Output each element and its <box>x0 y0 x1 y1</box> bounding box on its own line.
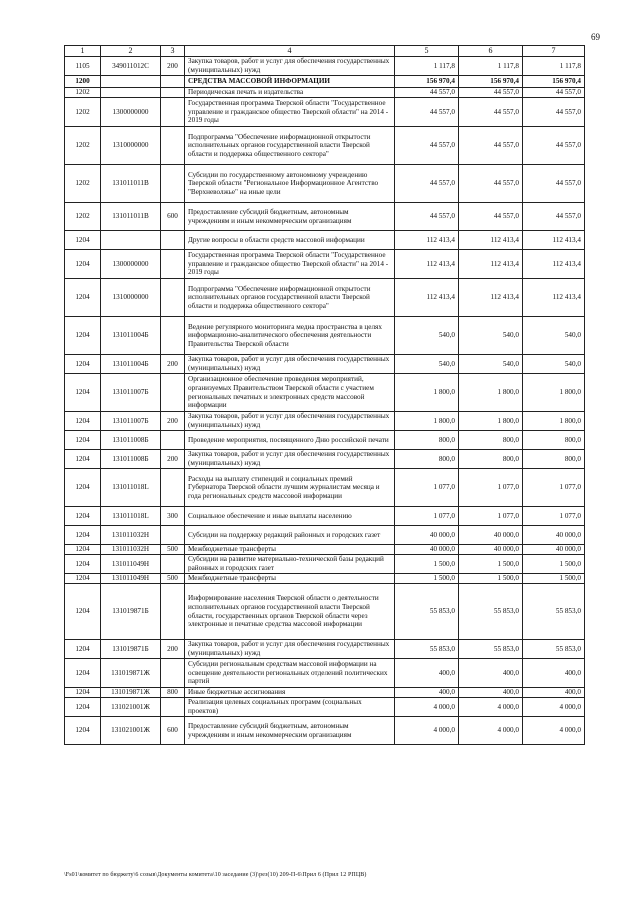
row-description-cell: Информирование населения Тверской области о деятельности исполнительных органов государственной власти Тверской области, государственных органов Тверской области через электронные и печатные средства массовой информации <box>185 584 395 640</box>
row-type-cell <box>161 469 185 507</box>
row-value-cell: 1 500,0 <box>459 555 523 574</box>
row-value-cell: 1 117,8 <box>395 57 459 76</box>
row-type-cell: 200 <box>161 412 185 431</box>
row-code-cell: 131011049Н <box>101 574 161 584</box>
row-value-cell: 44 557,0 <box>523 88 585 98</box>
row-section-cell: 1204 <box>65 688 101 698</box>
row-type-cell <box>161 88 185 98</box>
row-value-cell: 112 413,4 <box>395 250 459 279</box>
row-type-cell <box>161 584 185 640</box>
row-value-cell: 400,0 <box>395 688 459 698</box>
row-section-cell: 1204 <box>65 374 101 412</box>
row-value-cell: 400,0 <box>459 688 523 698</box>
row-value-cell: 55 853,0 <box>395 584 459 640</box>
row-section-cell: 1204 <box>65 355 101 374</box>
table-row <box>65 640 585 659</box>
header-cell: 1 <box>65 46 101 57</box>
row-value-cell: 4 000,0 <box>459 698 523 717</box>
table-row <box>65 659 585 688</box>
row-code-cell: 131021001Ж <box>101 698 161 717</box>
table-row <box>65 431 585 450</box>
row-value-cell: 44 557,0 <box>459 88 523 98</box>
row-value-cell: 55 853,0 <box>523 640 585 659</box>
row-value-cell: 1 800,0 <box>459 374 523 412</box>
row-value-cell: 44 557,0 <box>523 165 585 203</box>
row-type-cell <box>161 279 185 317</box>
page-number: 69 <box>591 32 600 42</box>
row-section-cell: 1204 <box>65 640 101 659</box>
row-section-cell: 1202 <box>65 203 101 231</box>
row-type-cell <box>161 555 185 574</box>
row-value-cell: 540,0 <box>523 317 585 355</box>
table-row <box>65 526 585 545</box>
row-type-cell: 200 <box>161 355 185 374</box>
table-row <box>65 584 585 640</box>
row-section-cell: 1105 <box>65 57 101 76</box>
row-description-cell: Субсидии региональным средствам массовой информации на освещение деятельности региональных отделений политических партий <box>185 659 395 688</box>
row-code-cell: 131021001Ж <box>101 717 161 745</box>
row-value-cell: 1 500,0 <box>395 574 459 584</box>
row-code-cell: 131011004Б <box>101 355 161 374</box>
row-description-cell: Другие вопросы в области средств массовой информации <box>185 231 395 250</box>
row-code-cell: 131011004Б <box>101 317 161 355</box>
row-type-cell: 500 <box>161 545 185 555</box>
table-row <box>65 555 585 574</box>
row-description-cell: Периодическая печать и издательства <box>185 88 395 98</box>
row-type-cell <box>161 98 185 127</box>
row-value-cell: 44 557,0 <box>523 127 585 165</box>
table-row <box>65 698 585 717</box>
row-section-cell: 1204 <box>65 545 101 555</box>
row-value-cell: 4 000,0 <box>523 717 585 745</box>
row-value-cell: 800,0 <box>459 431 523 450</box>
row-type-cell <box>161 431 185 450</box>
row-code-cell: 131019871Ж <box>101 659 161 688</box>
row-description-cell: Межбюджетные трансферты <box>185 545 395 555</box>
row-value-cell: 40 000,0 <box>459 526 523 545</box>
row-value-cell: 55 853,0 <box>459 640 523 659</box>
table-row <box>65 469 585 507</box>
row-code-cell: 1300000000 <box>101 98 161 127</box>
row-description-cell: Проведение мероприятия, посвященного Дню российской печати <box>185 431 395 450</box>
table-row <box>65 355 585 374</box>
row-value-cell: 112 413,4 <box>523 250 585 279</box>
row-description-cell: Предоставление субсидий бюджетным, автономным учреждениям и иным некоммерческим организациям <box>185 717 395 745</box>
header-cell: 5 <box>395 46 459 57</box>
row-value-cell: 1 500,0 <box>523 574 585 584</box>
row-section-cell: 1202 <box>65 165 101 203</box>
row-value-cell: 44 557,0 <box>523 98 585 127</box>
table-row <box>65 165 585 203</box>
row-value-cell: 1 117,8 <box>523 57 585 76</box>
table-row <box>65 717 585 745</box>
row-value-cell: 44 557,0 <box>395 203 459 231</box>
row-value-cell: 1 800,0 <box>523 374 585 412</box>
row-description-cell: Закупка товаров, работ и услуг для обеспечения государственных (муниципальных) нужд <box>185 412 395 431</box>
row-value-cell: 44 557,0 <box>459 203 523 231</box>
row-value-cell: 55 853,0 <box>459 584 523 640</box>
row-type-cell: 500 <box>161 574 185 584</box>
header-cell: 6 <box>459 46 523 57</box>
row-type-cell <box>161 317 185 355</box>
row-value-cell: 44 557,0 <box>523 203 585 231</box>
row-value-cell: 400,0 <box>523 688 585 698</box>
row-section-cell: 1204 <box>65 507 101 526</box>
row-value-cell: 156 970,4 <box>459 76 523 88</box>
row-value-cell: 1 077,0 <box>459 507 523 526</box>
row-code-cell: 131011018L <box>101 469 161 507</box>
row-value-cell: 44 557,0 <box>395 165 459 203</box>
row-section-cell: 1202 <box>65 88 101 98</box>
row-type-cell <box>161 526 185 545</box>
header-cell: 7 <box>523 46 585 57</box>
row-value-cell: 55 853,0 <box>395 640 459 659</box>
row-section-cell: 1200 <box>65 76 101 88</box>
row-value-cell: 44 557,0 <box>395 88 459 98</box>
row-value-cell: 400,0 <box>459 659 523 688</box>
row-value-cell: 540,0 <box>395 317 459 355</box>
row-description-cell: Межбюджетные трансферты <box>185 574 395 584</box>
row-section-cell: 1202 <box>65 98 101 127</box>
row-type-cell <box>161 127 185 165</box>
budget-table <box>64 45 585 745</box>
row-description-cell: Реализация целевых социальных программ (социальных проектов) <box>185 698 395 717</box>
row-description-cell: Иные бюджетные ассигнования <box>185 688 395 698</box>
row-value-cell: 800,0 <box>523 450 585 469</box>
row-value-cell: 800,0 <box>459 450 523 469</box>
row-description-cell: Ведение регулярного мониторинга медиа пространства в целях информационно-аналитического обеспечения деятельности Правительства Тверской области <box>185 317 395 355</box>
row-value-cell: 156 970,4 <box>395 76 459 88</box>
row-description-cell: Закупка товаров, работ и услуг для обеспечения государственных (муниципальных) нужд <box>185 57 395 76</box>
row-value-cell: 112 413,4 <box>523 279 585 317</box>
row-section-cell: 1204 <box>65 574 101 584</box>
row-type-cell: 600 <box>161 717 185 745</box>
table-row <box>65 317 585 355</box>
row-description-cell: Субсидии по государственному автономному учреждению Тверской области "Региональное Информационное Агентство "Верхневолжье" на иные цели <box>185 165 395 203</box>
row-value-cell: 4 000,0 <box>459 717 523 745</box>
row-description-cell: Подпрограмма "Обеспечение информационной открытости исполнительных органов государственной власти Тверской области и поддержка общественного сектора" <box>185 279 395 317</box>
row-code-cell: 1300000000 <box>101 250 161 279</box>
row-value-cell: 1 077,0 <box>459 469 523 507</box>
row-value-cell: 44 557,0 <box>459 165 523 203</box>
row-description-cell: Закупка товаров, работ и услуг для обеспечения государственных (муниципальных) нужд <box>185 640 395 659</box>
row-code-cell: 131011007Б <box>101 412 161 431</box>
row-code-cell <box>101 76 161 88</box>
row-section-cell: 1204 <box>65 584 101 640</box>
row-description-cell: Подпрограмма "Обеспечение информационной открытости исполнительных органов государственной власти Тверской области и поддержка общественного сектора" <box>185 127 395 165</box>
table-row <box>65 507 585 526</box>
row-description-cell: Социальное обеспечение и иные выплаты населению <box>185 507 395 526</box>
row-section-cell: 1204 <box>65 659 101 688</box>
header-cell: 3 <box>161 46 185 57</box>
row-code-cell: 131011049Н <box>101 555 161 574</box>
table-row <box>65 57 585 76</box>
row-value-cell: 40 000,0 <box>459 545 523 555</box>
row-value-cell: 1 077,0 <box>395 507 459 526</box>
row-type-cell: 200 <box>161 640 185 659</box>
row-section-cell: 1204 <box>65 317 101 355</box>
row-code-cell: 131011032Н <box>101 545 161 555</box>
header-cell: 2 <box>101 46 161 57</box>
table-row <box>65 250 585 279</box>
row-value-cell: 112 413,4 <box>395 231 459 250</box>
row-code-cell: 131019871Б <box>101 584 161 640</box>
row-section-cell: 1204 <box>65 412 101 431</box>
row-value-cell: 44 557,0 <box>459 127 523 165</box>
table-row <box>65 76 585 88</box>
row-value-cell: 4 000,0 <box>395 717 459 745</box>
table-row <box>65 574 585 584</box>
row-value-cell: 1 500,0 <box>523 555 585 574</box>
row-value-cell: 4 000,0 <box>395 698 459 717</box>
row-description-cell: Субсидии на поддержку редакций районных и городских газет <box>185 526 395 545</box>
row-value-cell: 1 800,0 <box>523 412 585 431</box>
row-value-cell: 44 557,0 <box>459 98 523 127</box>
row-value-cell: 40 000,0 <box>395 526 459 545</box>
header-row <box>65 46 585 57</box>
row-value-cell: 112 413,4 <box>523 231 585 250</box>
row-value-cell: 112 413,4 <box>395 279 459 317</box>
row-description-cell: Государственная программа Тверской области "Государственное управление и гражданское общество Тверской области" на 2014 - 2019 годы <box>185 98 395 127</box>
row-code-cell: 1310000000 <box>101 279 161 317</box>
row-value-cell: 1 800,0 <box>395 412 459 431</box>
row-type-cell <box>161 165 185 203</box>
row-value-cell: 540,0 <box>395 355 459 374</box>
row-section-cell: 1204 <box>65 555 101 574</box>
row-description-cell: Закупка товаров, работ и услуг для обеспечения государственных (муниципальных) нужд <box>185 355 395 374</box>
row-description-cell: СРЕДСТВА МАССОВОЙ ИНФОРМАЦИИ <box>185 76 395 88</box>
row-type-cell <box>161 231 185 250</box>
row-code-cell: 131011011В <box>101 165 161 203</box>
row-description-cell: Закупка товаров, работ и услуг для обеспечения государственных (муниципальных) нужд <box>185 450 395 469</box>
table-row <box>65 688 585 698</box>
row-value-cell: 1 800,0 <box>395 374 459 412</box>
row-description-cell: Организационное обеспечение проведения мероприятий, организуемых Правительством Тверской области с участием региональных печатных и электронных средств массовой информации <box>185 374 395 412</box>
table-row <box>65 127 585 165</box>
table-row <box>65 88 585 98</box>
row-section-cell: 1204 <box>65 431 101 450</box>
row-type-cell: 300 <box>161 507 185 526</box>
row-type-cell <box>161 250 185 279</box>
row-code-cell: 131011032Н <box>101 526 161 545</box>
row-description-cell: Расходы на выплату стипендий и социальных премий Губернатора Тверской области лучшим журналистам месяца и года региональных средств массовой информации <box>185 469 395 507</box>
table-row <box>65 374 585 412</box>
table-row <box>65 545 585 555</box>
table-row <box>65 203 585 231</box>
row-type-cell: 600 <box>161 203 185 231</box>
row-value-cell: 540,0 <box>523 355 585 374</box>
row-code-cell: 131011018L <box>101 507 161 526</box>
row-description-cell: Государственная программа Тверской области "Государственное управление и гражданское общество Тверской области" на 2014 - 2019 годы <box>185 250 395 279</box>
row-type-cell: 200 <box>161 450 185 469</box>
row-section-cell: 1204 <box>65 717 101 745</box>
row-code-cell: 131011007Б <box>101 374 161 412</box>
header-cell: 4 <box>185 46 395 57</box>
row-value-cell: 112 413,4 <box>459 279 523 317</box>
row-value-cell: 44 557,0 <box>395 98 459 127</box>
row-value-cell: 1 077,0 <box>395 469 459 507</box>
row-value-cell: 400,0 <box>395 659 459 688</box>
row-description-cell: Субсидии на развитие материально-технической базы редакций районных и городских газет <box>185 555 395 574</box>
row-value-cell: 4 000,0 <box>523 698 585 717</box>
row-value-cell: 540,0 <box>459 355 523 374</box>
row-value-cell: 112 413,4 <box>459 250 523 279</box>
row-section-cell: 1202 <box>65 127 101 165</box>
row-value-cell: 112 413,4 <box>459 231 523 250</box>
row-code-cell: 1310000000 <box>101 127 161 165</box>
row-code-cell <box>101 88 161 98</box>
row-code-cell: 349011012С <box>101 57 161 76</box>
row-value-cell: 800,0 <box>395 431 459 450</box>
row-value-cell: 156 970,4 <box>523 76 585 88</box>
row-value-cell: 55 853,0 <box>523 584 585 640</box>
row-value-cell: 800,0 <box>395 450 459 469</box>
file-path-footer: \Fs01\комитет по бюджету\6 созыв\Документы комитета\10 заседание (3)\рез(10) 209-П-6\Прил 6 (Прил 12 РПЦВ) <box>64 872 367 878</box>
row-type-cell <box>161 374 185 412</box>
row-value-cell: 1 500,0 <box>459 574 523 584</box>
table-row <box>65 450 585 469</box>
row-code-cell: 131011011В <box>101 203 161 231</box>
row-section-cell: 1204 <box>65 698 101 717</box>
row-value-cell: 400,0 <box>523 659 585 688</box>
row-section-cell: 1204 <box>65 450 101 469</box>
row-value-cell: 40 000,0 <box>523 526 585 545</box>
row-code-cell: 131011008Б <box>101 450 161 469</box>
row-code-cell: 131011008Б <box>101 431 161 450</box>
row-type-cell <box>161 698 185 717</box>
table-row <box>65 231 585 250</box>
row-value-cell: 1 077,0 <box>523 469 585 507</box>
row-value-cell: 540,0 <box>459 317 523 355</box>
row-section-cell: 1204 <box>65 279 101 317</box>
row-section-cell: 1204 <box>65 250 101 279</box>
table-row <box>65 98 585 127</box>
table-row <box>65 412 585 431</box>
row-value-cell: 44 557,0 <box>395 127 459 165</box>
row-code-cell <box>101 231 161 250</box>
row-section-cell: 1204 <box>65 231 101 250</box>
row-code-cell: 131019871Б <box>101 640 161 659</box>
row-type-cell <box>161 76 185 88</box>
row-value-cell: 1 800,0 <box>459 412 523 431</box>
table-body <box>65 57 585 745</box>
row-code-cell: 131019871Ж <box>101 688 161 698</box>
row-value-cell: 40 000,0 <box>523 545 585 555</box>
row-value-cell: 1 077,0 <box>523 507 585 526</box>
row-value-cell: 40 000,0 <box>395 545 459 555</box>
row-type-cell: 200 <box>161 57 185 76</box>
row-section-cell: 1204 <box>65 526 101 545</box>
row-value-cell: 800,0 <box>523 431 585 450</box>
row-description-cell: Предоставление субсидий бюджетным, автономным учреждениям и иным некоммерческим организациям <box>185 203 395 231</box>
table-row <box>65 279 585 317</box>
row-type-cell <box>161 659 185 688</box>
row-section-cell: 1204 <box>65 469 101 507</box>
row-value-cell: 1 117,8 <box>459 57 523 76</box>
row-value-cell: 1 500,0 <box>395 555 459 574</box>
row-type-cell: 800 <box>161 688 185 698</box>
